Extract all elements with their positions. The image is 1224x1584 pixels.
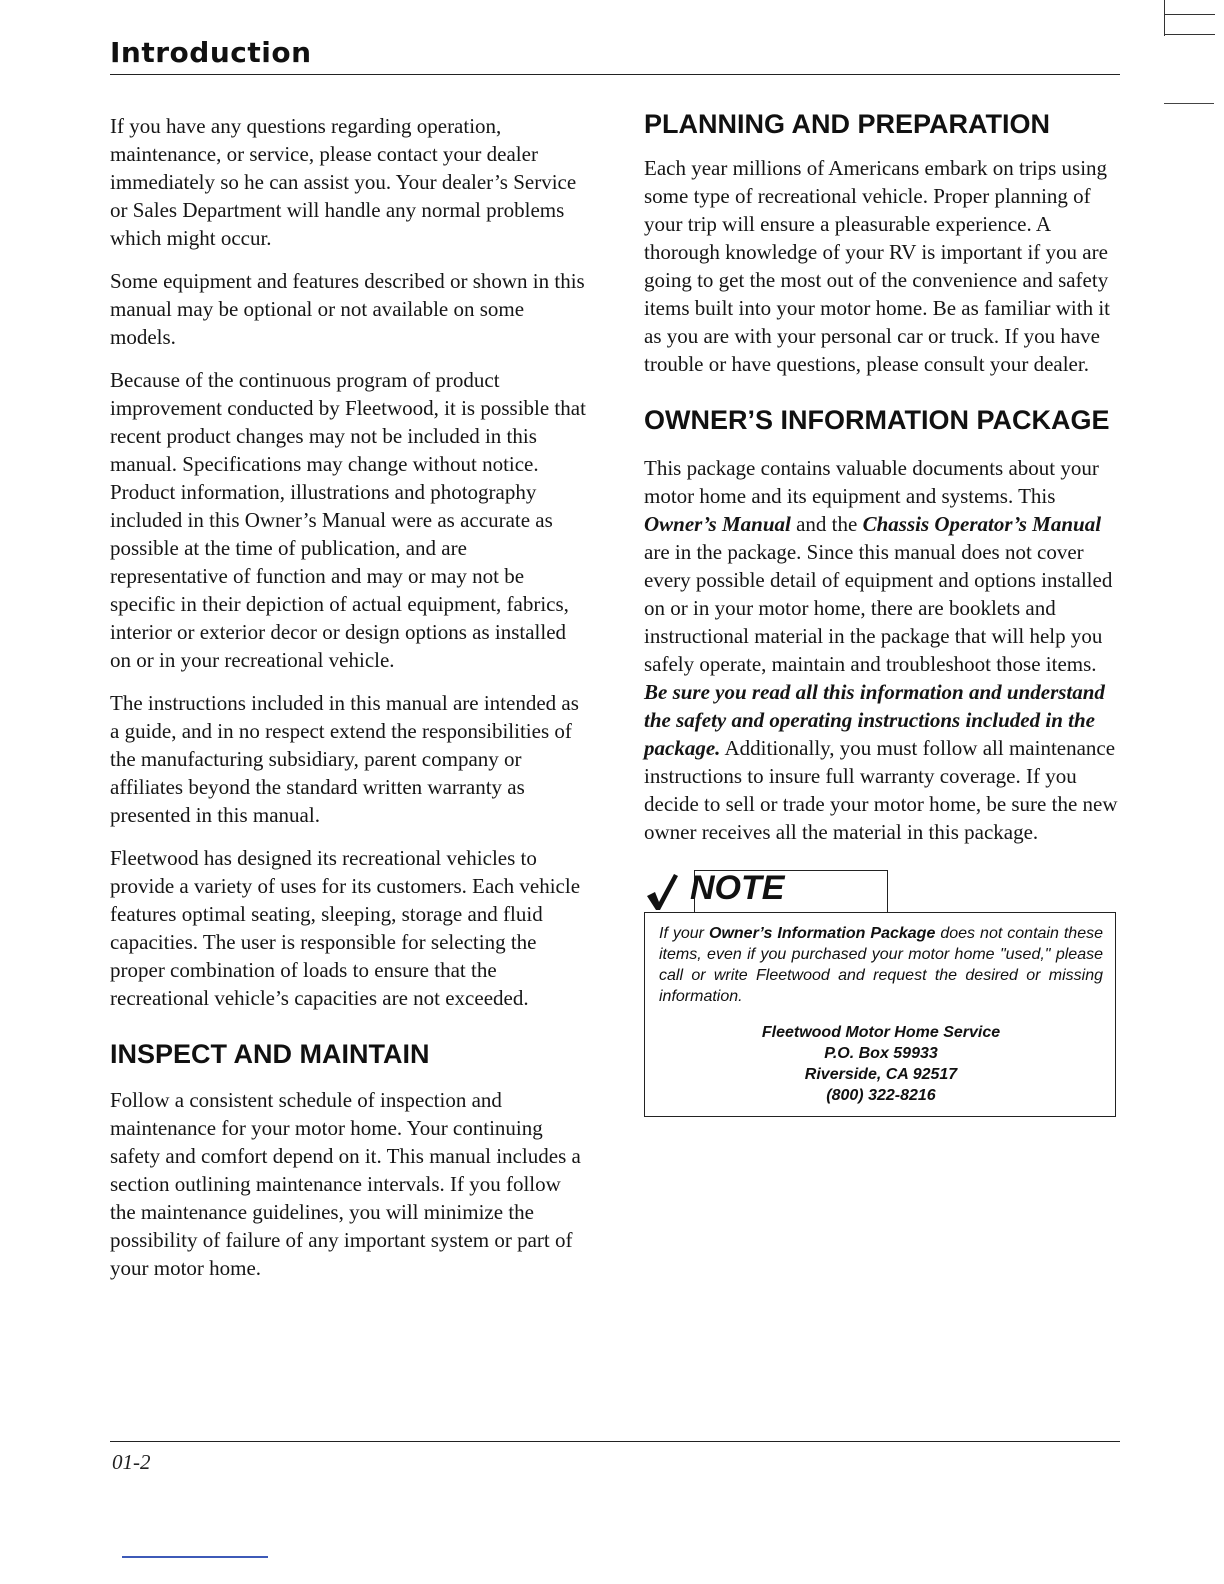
paragraph: Some equipment and features described or shown in this manual may be optional or not available on some models. (110, 269, 585, 349)
footer-rule (110, 1441, 1120, 1442)
page-number: 01-2 (112, 1450, 151, 1474)
address-line: Fleetwood Motor Home Service (761, 1024, 1001, 1041)
page-title: Introduction (110, 36, 312, 69)
paragraph: Follow a consistent schedule of inspection and maintenance for your motor home. Your continuing safety and comfort depend on it. This manual includes a section outlining maintenance intervals. If you follow the maintenance guidelines, you will minimize the possibility of failure of any important system or part of your motor home. (110, 1088, 581, 1280)
header-rule (110, 74, 1120, 75)
text-span: are in the package. Since this manual does not cover every possible detail of equipment and options installed on or in your motor home, there are booklets and instructional material in the package that will help you safely operate, maintain and troubleshoot those items. (644, 540, 1113, 676)
text-span: This package contains valuable documents about your motor home and its equipment and systems. This (644, 456, 1099, 508)
emphasis-chassis-manual: Chassis Operator’s Manual (862, 512, 1102, 536)
section-heading-planning: PLANNING AND PREPARATION (644, 109, 1051, 139)
service-address (659, 1022, 1103, 1106)
text-span: does not contain these items, even if you purchased your motor home "used," please call or write Fleetwood and request the desired or missing information. (659, 925, 1103, 1005)
note-label: NOTE (690, 869, 785, 907)
note-box (644, 912, 1116, 1117)
section-heading-owners-info: OWNER’S INFORMATION PACKAGE (644, 405, 1110, 435)
text-span: If your (659, 925, 709, 942)
address-line: Riverside, CA 92517 (804, 1066, 958, 1083)
emphasis-package: Owner’s Information Package (709, 925, 936, 942)
bottom-edge-mark (122, 1556, 268, 1558)
emphasis-owners-manual: Owner’s Manual (644, 512, 791, 536)
text-span: and the (790, 512, 863, 536)
note-text (659, 923, 1103, 1007)
note-callout (644, 870, 1118, 1130)
left-column (110, 112, 588, 1297)
emphasis-warning: Be sure you read all this information and understand the safety and operating instructions included in the package. (644, 680, 1105, 760)
section-heading-inspect: INSPECT AND MAINTAIN (110, 1039, 430, 1069)
text-span: Additionally, you must follow all maintenance instructions to insure full warranty coverage. If you decide to sell or trade your motor home, be sure the new owner receives all the material in this package. (644, 736, 1118, 844)
checkmark-icon (644, 872, 680, 912)
paragraph: Each year millions of Americans embark on trips using some type of recreational vehicle. Proper planning of your trip will ensure a pleasurable experience. A thorough knowledge of your RV is important if you are going to get the most out of the convenience and safety items built into your motor home. Be as familiar with it as you are with your personal car or truck. If you have trouble or have questions, please consult your dealer. (644, 156, 1111, 376)
paragraph: If you have any questions regarding operation, maintenance, or service, please contact your dealer immediately so he can assist you. Your dealer’s Service or Sales Department will handle any normal problems which might occur. (110, 114, 577, 250)
right-column (644, 108, 1118, 1130)
paragraph: The instructions included in this manual are intended as a guide, and in no respect extend the responsibilities of the manufacturing subsidiary, parent company or affiliates beyond the standard written warranty as presented in this manual. (110, 691, 579, 827)
corner-crop-mark (1164, 103, 1214, 104)
phone-number: (800) 322-8216 (826, 1087, 936, 1104)
paragraph (644, 454, 1118, 846)
address-line: P.O. Box 59933 (824, 1045, 938, 1062)
corner-crop-mark (1164, 0, 1215, 36)
paragraph: Fleetwood has designed its recreational vehicles to provide a variety of uses for its customers. Each vehicle features optimal seating, sleeping, storage and fluid capacities. The user is responsible for selecting the proper combination of loads to ensure that the recreational vehicle’s capacities are not exceeded. (110, 846, 581, 1010)
paragraph: Because of the continuous program of product improvement conducted by Fleetwood, it is possible that recent product changes may not be included in this manual. Specifications may change without notice. Product information, illustrations and photography included in this Owner’s Manual were as accurate as possible at the time of publication, and are representative of function and may or may not be specific in their depiction of actual equipment, fabrics, interior or exterior decor or design options as installed on or in your recreational vehicle. (110, 368, 586, 672)
